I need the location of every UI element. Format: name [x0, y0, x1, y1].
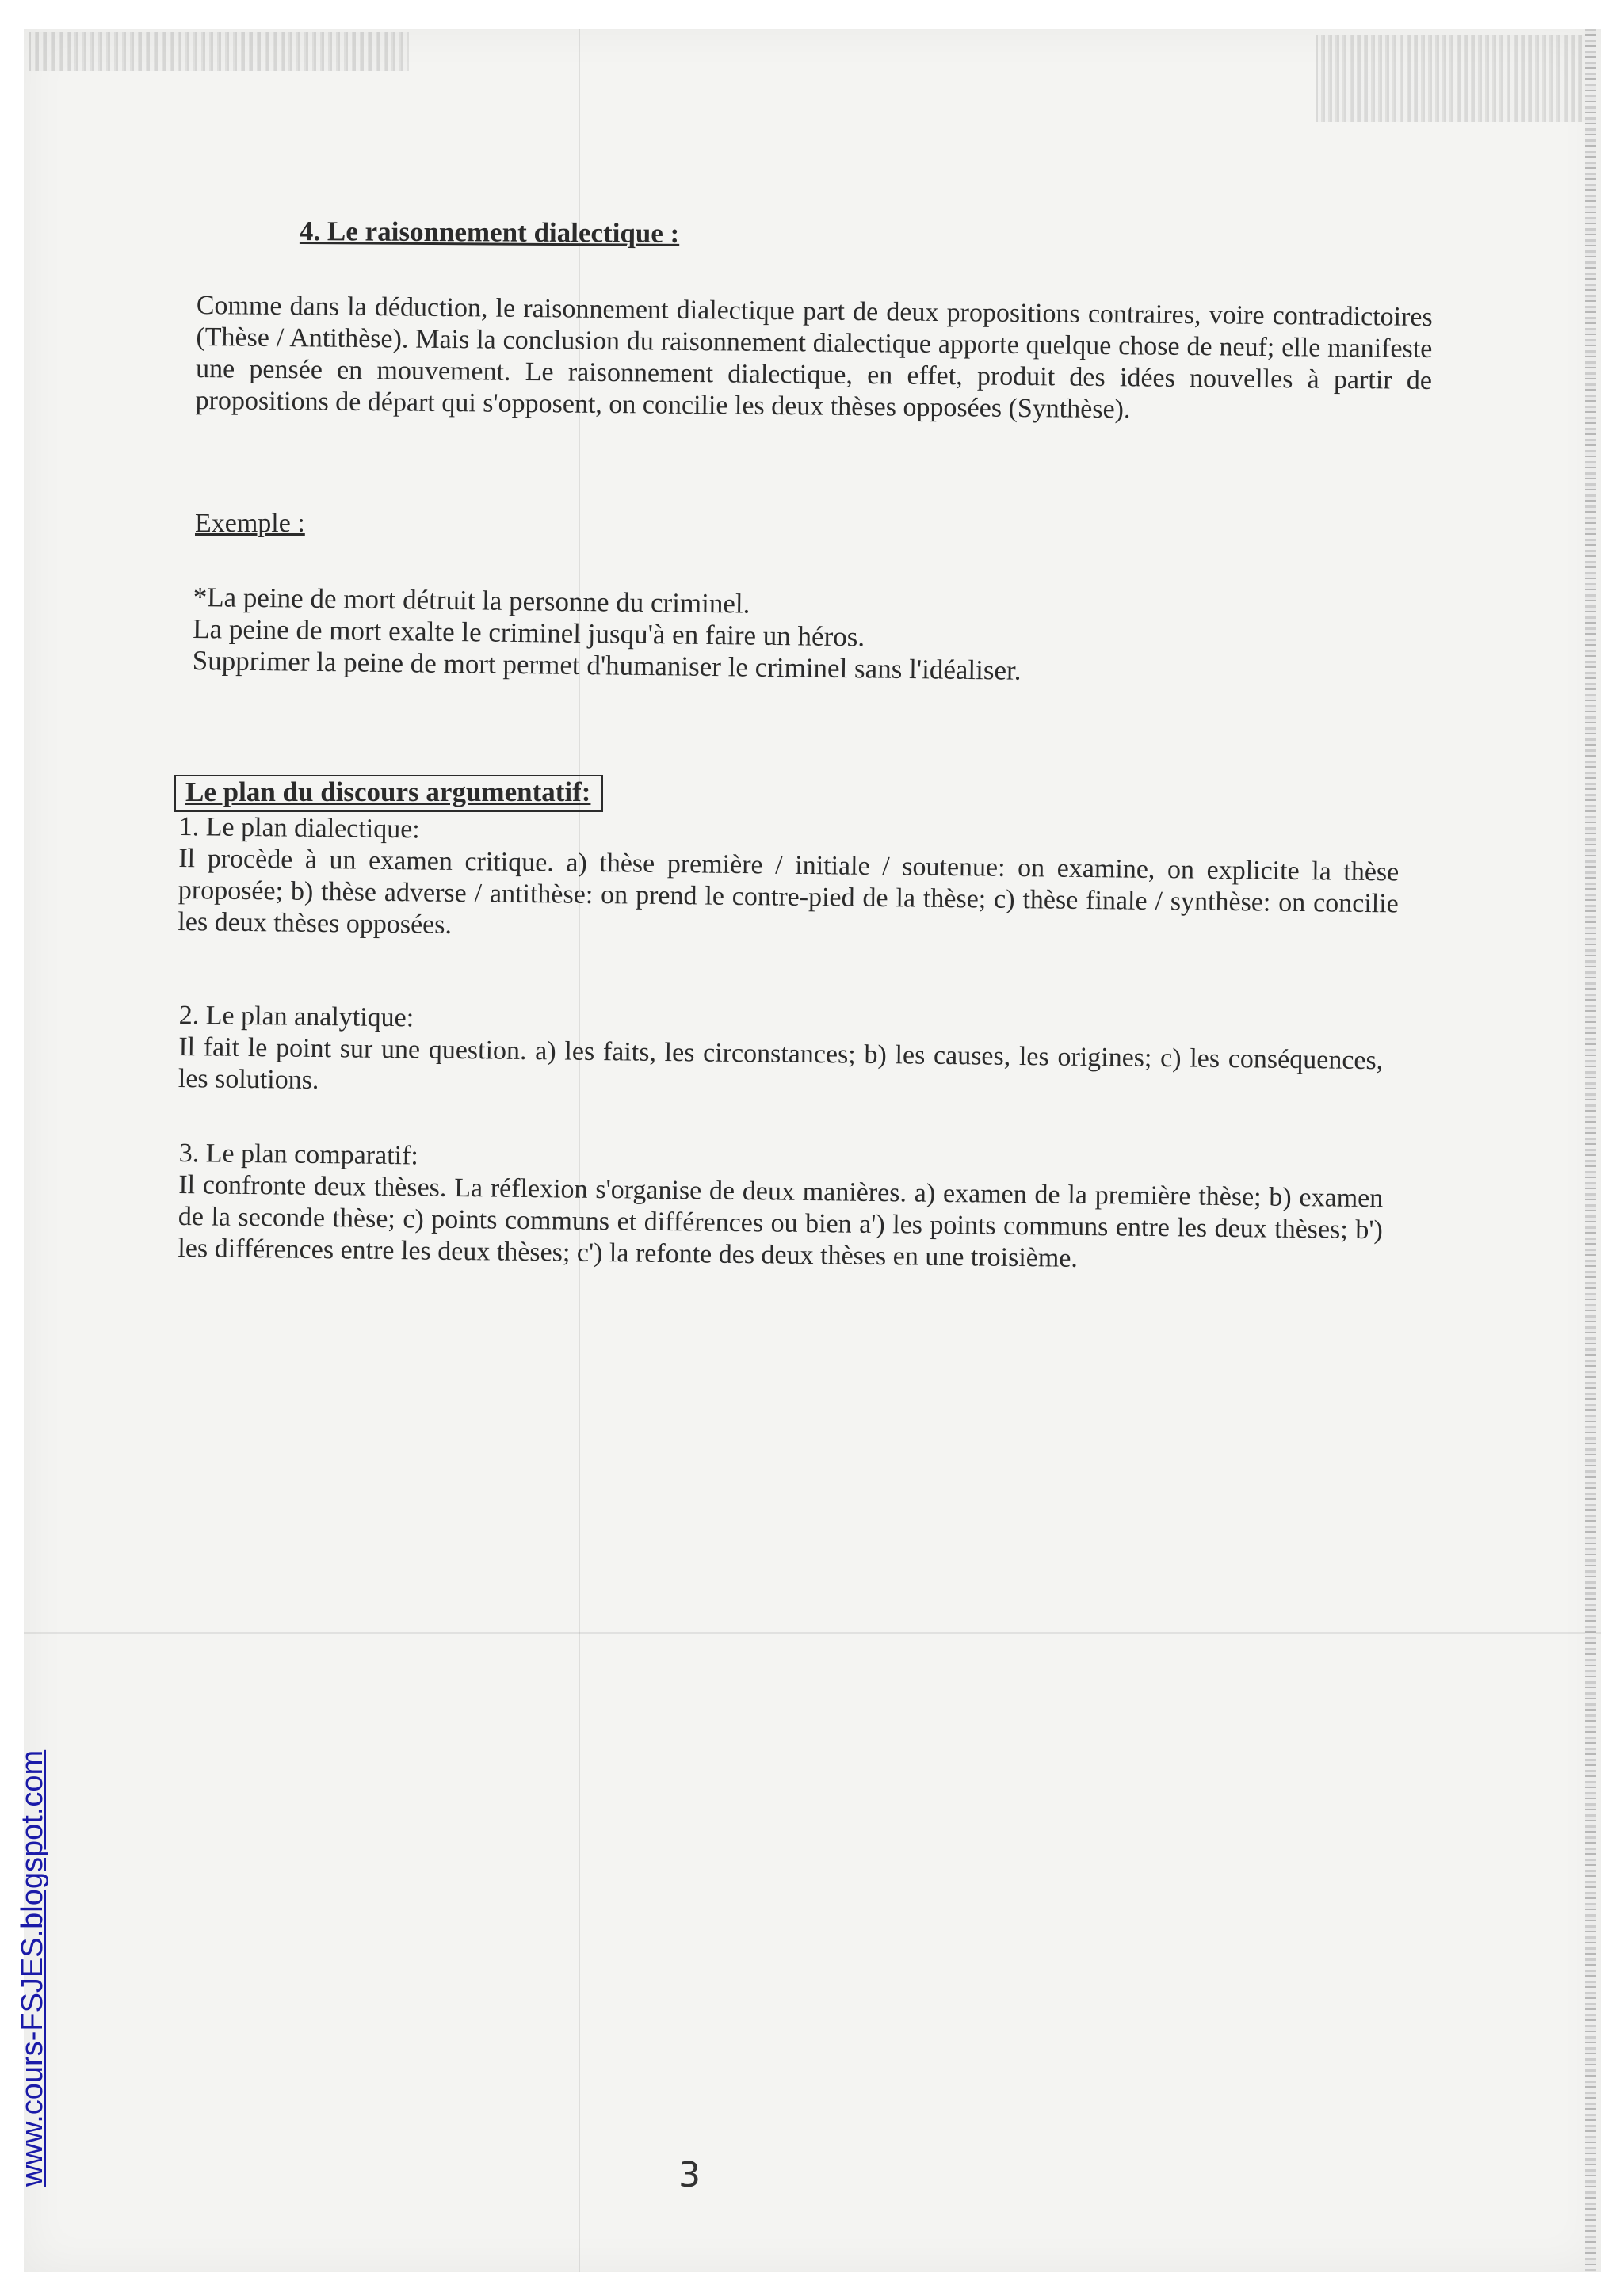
horizontal-fold-line — [24, 1632, 1601, 1634]
plan-dialectique — [178, 811, 1400, 952]
plan-text: Il procède à un examen critique. a) thèse première / initiale / soutenue: on examine, on explicite la thèse proposée; b) thèse adverse / antithèse: on prend le contre-pied de la thèse; c) thèse finale / synthèse: on concilie les deux thèses opposées. — [178, 843, 1400, 940]
plan-title: 1. Le plan dialectique: — [178, 811, 420, 845]
plan-title: 2. Le plan analytique: — [178, 1000, 414, 1033]
plan-heading: Le plan du discours argumentatif: — [185, 776, 591, 807]
example-line: Supprimer la peine de mort permet d'humaniser le criminel sans l'idéaliser. — [192, 644, 1022, 686]
scan-smudge-top-right — [1316, 35, 1585, 122]
intro-paragraph: Comme dans la déduction, le raisonnement dialectique part de deux propositions contraires, voire contradictoires (Thèse / Antithèse). Mais la conclusion du raisonnement dialectique apporte quelque chose de neuf; elle manifeste une pensée en mouvement. Le raisonnement dialectique, en effet, produit des idées nouvelles à partir de propositions de départ qui s'opposent, on concilie les deux thèses opposées (Synthèse). — [195, 290, 1433, 425]
scan-edge-noise — [1585, 29, 1596, 2272]
page-number: 3 — [678, 2155, 701, 2195]
example-list — [193, 582, 1224, 689]
example-line: La peine de mort exalte le criminel jusqu'à en faire un héros. — [193, 612, 865, 653]
plan-text: Il confronte deux thèses. La réflexion s'organise de deux manières. a) examen de la première thèse; b) examen de la seconde thèse; c) points communs et différences ou bien a') les points communs entre les deux thèses; b') les différences entre les deux thèses; c') la refonte des deux thèses en une troisième. — [178, 1169, 1384, 1273]
plan-text: Il fait le point sur une question. a) les faits, les circonstances; b) les causes, les origines; c) les conséquences, les solutions. — [178, 1032, 1384, 1096]
example-label: Exemple : — [195, 509, 305, 538]
plan-analytique — [178, 1000, 1384, 1108]
plan-heading-box — [174, 775, 603, 812]
plan-title: 3. Le plan comparatif: — [178, 1138, 419, 1171]
watermark-link[interactable]: www.cours-FSJES.blogspot.com — [16, 1749, 49, 2187]
scan-smudge-top-left — [29, 32, 409, 71]
section-title: 4. Le raisonnement dialectique : — [299, 215, 680, 249]
plan-comparatif — [178, 1138, 1384, 1278]
example-line: *La peine de mort détruit la personne du criminel. — [193, 582, 750, 620]
